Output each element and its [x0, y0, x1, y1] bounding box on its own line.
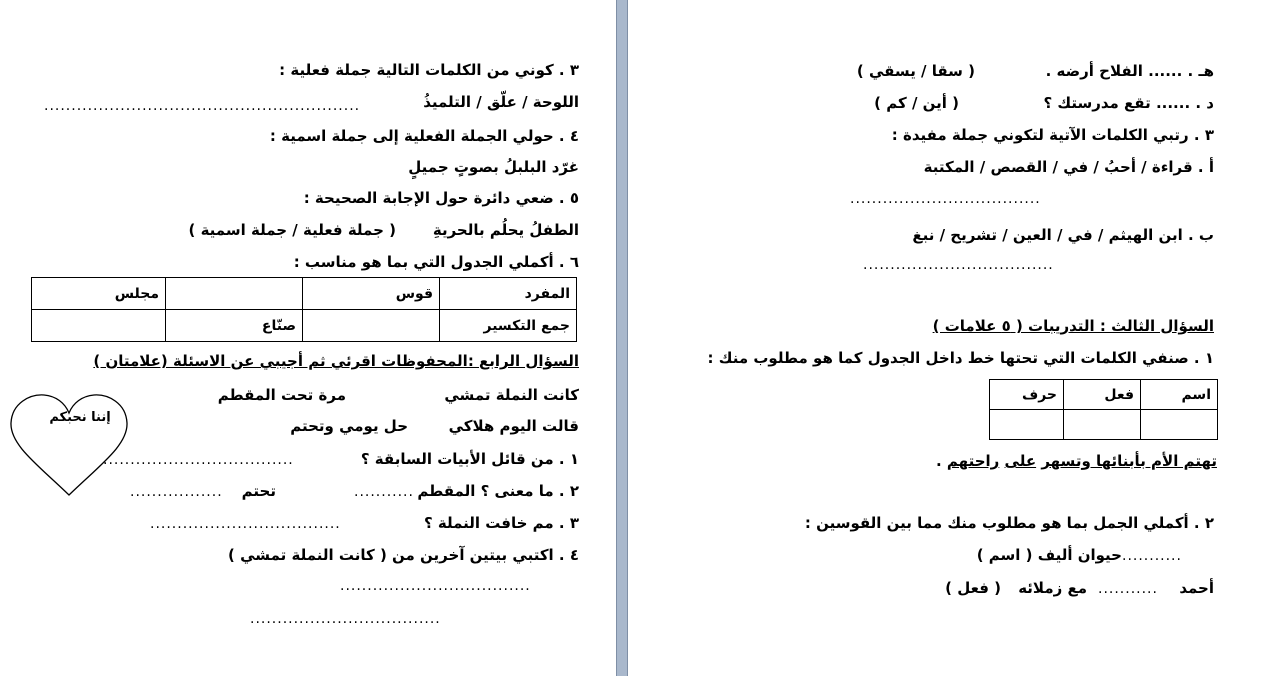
q3-words: اللوحة / علّق / التلميذُ — [423, 93, 579, 111]
table-cell — [990, 410, 1064, 440]
heart-text: إننا نحبكم — [49, 410, 111, 425]
underlined-word: على — [1004, 452, 1037, 470]
q2-line2-name: أحمد — [1179, 579, 1214, 597]
h-options: ( سقا / يسقي ) — [856, 62, 975, 80]
q3-instruction: ٣ . كوني من الكلمات التالية جملة فعلية : — [279, 61, 579, 79]
s4-q2: ٢ . ما معنى ؟ المقطم — [417, 482, 579, 500]
table-cell: جمع التكسير — [440, 310, 577, 342]
s4-q2-word: تحتم — [241, 482, 276, 500]
right-page — [627, 0, 1277, 676]
b-words: ب . ابن الهيثم / في / العين / تشريح / نبغ — [912, 226, 1214, 244]
answer-blank: ................................... — [150, 516, 341, 532]
q4-sentence: غرّد البلبلُ بصوتٍ جميلٍ — [408, 158, 579, 176]
answer-blank: ........... — [354, 484, 414, 500]
answer-blank: ................................... — [850, 191, 1041, 207]
s4-q1: ١ . من قائل الأبيات السابقة ؟ — [360, 450, 579, 468]
table-cell: صنّاع — [166, 310, 303, 342]
q5-options: ( جملة فعلية / جملة اسمية ) — [188, 221, 396, 239]
table-cell — [166, 278, 303, 310]
answer-blank: ........... — [1098, 581, 1158, 597]
table-header-verb: فعل — [1064, 380, 1141, 410]
answer-blank: ................................... — [863, 257, 1054, 273]
verse2-second: حل يومي وتحتم — [290, 417, 408, 435]
table-cell: مجلس — [32, 278, 166, 310]
section4-title: السؤال الرابع :المحفوظات اقرئي ثم أجيبي عن الاسئلة (علامتان ) — [93, 352, 579, 370]
underlined-word: تهتم الأم بأبنائها وتسهر — [1041, 452, 1217, 470]
answer-blank: ................. — [130, 484, 223, 500]
d-line: د . ...... تقع مدرستك ؟ — [1043, 94, 1214, 112]
plural-table — [31, 277, 577, 342]
answer-blank: ................................... — [103, 452, 294, 468]
h-line: هـ . ...... الفلاح أرضه . — [1045, 62, 1214, 80]
q3-instruction: ٣ . رتبي الكلمات الآتية لتكوني جملة مفيدة : — [891, 126, 1214, 144]
answer-blank: ................................... — [250, 611, 441, 627]
table-cell — [303, 310, 440, 342]
heart-shape — [8, 393, 130, 499]
q2-line2-hint: ( فعل ) — [945, 579, 1001, 597]
verse1-second: مرة تحت المقطم — [217, 386, 346, 404]
classify-table — [989, 379, 1218, 440]
section3-title: السؤال الثالث : التدريبات ( ٥ علامات ) — [932, 317, 1214, 335]
verse2-first: قالت اليوم هلاكي — [448, 417, 579, 435]
table-cell: المفرد — [440, 278, 577, 310]
q5-sentence: الطفلُ يحلُم بالحريةِ — [432, 221, 579, 239]
q4-instruction: ٤ . حولي الجملة الفعلية إلى جملة اسمية : — [269, 127, 579, 145]
s4-q4: ٤ . اكتبي بيتين آخرين من ( كانت النملة تمشي ) — [228, 546, 579, 564]
q6-instruction: ٦ . أكملي الجدول التي بما هو مناسب : — [293, 253, 579, 271]
a-words: أ . قراءة / أحبُ / في / القصص / المكتبة — [923, 158, 1214, 176]
underlined-word: راحتهم — [946, 452, 1000, 470]
left-page — [0, 0, 617, 676]
table-header-noun: اسم — [1141, 380, 1218, 410]
table-cell — [1064, 410, 1141, 440]
verse1-first: كانت النملة تمشي — [444, 386, 579, 404]
q1-instruction: ١ . صنفي الكلمات التي تحتها خط داخل الجدول كما هو مطلوب منك : — [707, 349, 1214, 367]
answer-blank: ................................... — [340, 578, 531, 594]
table-cell — [32, 310, 166, 342]
q2-line1: حيوان أليف ( اسم ) — [976, 546, 1122, 564]
s4-q3: ٣ . مم خافت النملة ؟ — [423, 514, 579, 532]
classify-sentence: تهتم الأم بأبنائها وتسهر على راحتهم . — [936, 452, 1217, 470]
q2-instruction: ٢ . أكملي الجمل بما هو مطلوب منك مما بين القوسين : — [804, 514, 1214, 532]
q2-line2-text: مع زملائه — [1018, 579, 1087, 597]
table-cell: قوس — [303, 278, 440, 310]
d-options: ( أين / كم ) — [874, 94, 959, 112]
table-header-particle: حرف — [990, 380, 1064, 410]
answer-blank: ........... — [1122, 548, 1182, 564]
table-cell — [1141, 410, 1218, 440]
q5-instruction: ٥ . ضعي دائرة حول الإجابة الصحيحة : — [303, 189, 579, 207]
answer-blank: .......................................................... — [44, 98, 361, 114]
